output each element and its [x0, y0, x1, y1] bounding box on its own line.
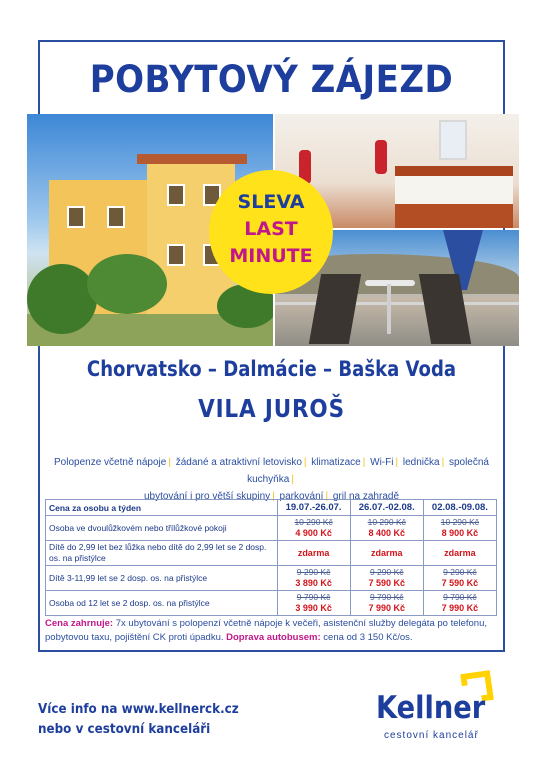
table-header-date: 26.07.-02.08. — [350, 500, 423, 516]
feature-item: klimatizace — [311, 457, 361, 468]
price-cell: zdarma — [277, 541, 350, 566]
kellner-logo — [376, 672, 516, 752]
row-label: Dítě 3-11,99 let se 2 dosp. os. na přistýlce — [46, 566, 278, 591]
badge-line-3: MINUTE — [229, 245, 313, 267]
logo-subtitle: cestovní kancelář — [384, 730, 479, 741]
feature-item: gril na zahradě — [332, 491, 400, 502]
contact-info — [38, 700, 239, 740]
price-cell: 9 790 Kč 7 990 Kč — [350, 591, 423, 616]
feature-item: žádané a atraktivní letovisko — [175, 457, 302, 468]
bus-text: cena od 3 150 Kč/os. — [320, 632, 413, 643]
table-header-date: 19.07.-26.07. — [277, 500, 350, 516]
feature-item: Polopenze včetně nápoje — [54, 457, 167, 468]
badge-line-1: SLEVA — [237, 191, 305, 213]
page-title: POBYTOVÝ ZÁJEZD — [89, 58, 454, 101]
contact-office-line: nebo v cestovní kanceláři — [38, 722, 211, 737]
included-text: 7x ubytování s polopenzí včetně nápoje k večeři, asistenční služby delegáta po telefonu, pobytovou taxu, pojištění CK proti úpadku. — [45, 618, 488, 643]
price-cell: zdarma — [423, 541, 496, 566]
feature-item: parkování — [279, 491, 324, 502]
table-row — [46, 516, 497, 541]
logo-name: Kellner — [376, 690, 486, 726]
price-notes — [45, 617, 500, 645]
price-cell: 10 290 Kč 8 400 Kč — [350, 516, 423, 541]
feature-item: Wi-Fi — [370, 457, 394, 468]
table-row — [46, 541, 497, 566]
row-label: Dítě do 2,99 let bez lůžka nebo dítě do 2,99 let se 2 dosp. os. na přistýlce — [46, 541, 278, 566]
feature-item: ubytování i pro větší skupiny — [143, 491, 271, 502]
feature-list: Polopenze včetně nápoje | žádané a atraktivní letovisko | klimatizace | Wi-Fi | lednička | společná kuchyňka | ubytování i pro větší skupiny | parkování | gril na zahradě — [54, 457, 489, 502]
included-label: Cena zahrnuje: — [45, 618, 114, 629]
destination-heading: Chorvatsko – Dalmácie – Baška Voda — [86, 357, 457, 381]
price-cell: 10 290 Kč 4 900 Kč — [277, 516, 350, 541]
badge-line-2: LAST — [244, 218, 298, 240]
price-cell: 9 290 Kč 7 590 Kč — [350, 566, 423, 591]
table-row — [46, 566, 497, 591]
price-cell: 9 290 Kč 7 590 Kč — [423, 566, 496, 591]
row-label: Osoba ve dvoulůžkovém nebo třílůžkové pokoji — [46, 516, 278, 541]
price-cell: 10 290 Kč 8 900 Kč — [423, 516, 496, 541]
feature-item: společná kuchyňka — [247, 457, 489, 485]
price-table — [45, 499, 497, 616]
price-cell: 9 790 Kč 3 990 Kč — [277, 591, 350, 616]
table-header-row — [46, 500, 497, 516]
price-cell: zdarma — [350, 541, 423, 566]
row-label: Osoba od 12 let se 2 dosp. os. na přistýlce — [46, 591, 278, 616]
contact-website-line[interactable]: Více info na www.kellnerck.cz — [38, 702, 239, 717]
price-cell: 9 290 Kč 3 890 Kč — [277, 566, 350, 591]
bus-label: Doprava autobusem: — [226, 632, 321, 643]
last-minute-badge — [209, 170, 333, 294]
table-header-label: Cena za osobu a týden — [46, 500, 278, 516]
hotel-name: VILA JUROŠ — [198, 394, 345, 423]
table-header-date: 02.08.-09.08. — [423, 500, 496, 516]
feature-item: lednička — [402, 457, 440, 468]
table-row — [46, 591, 497, 616]
price-cell: 9 790 Kč 7 990 Kč — [423, 591, 496, 616]
